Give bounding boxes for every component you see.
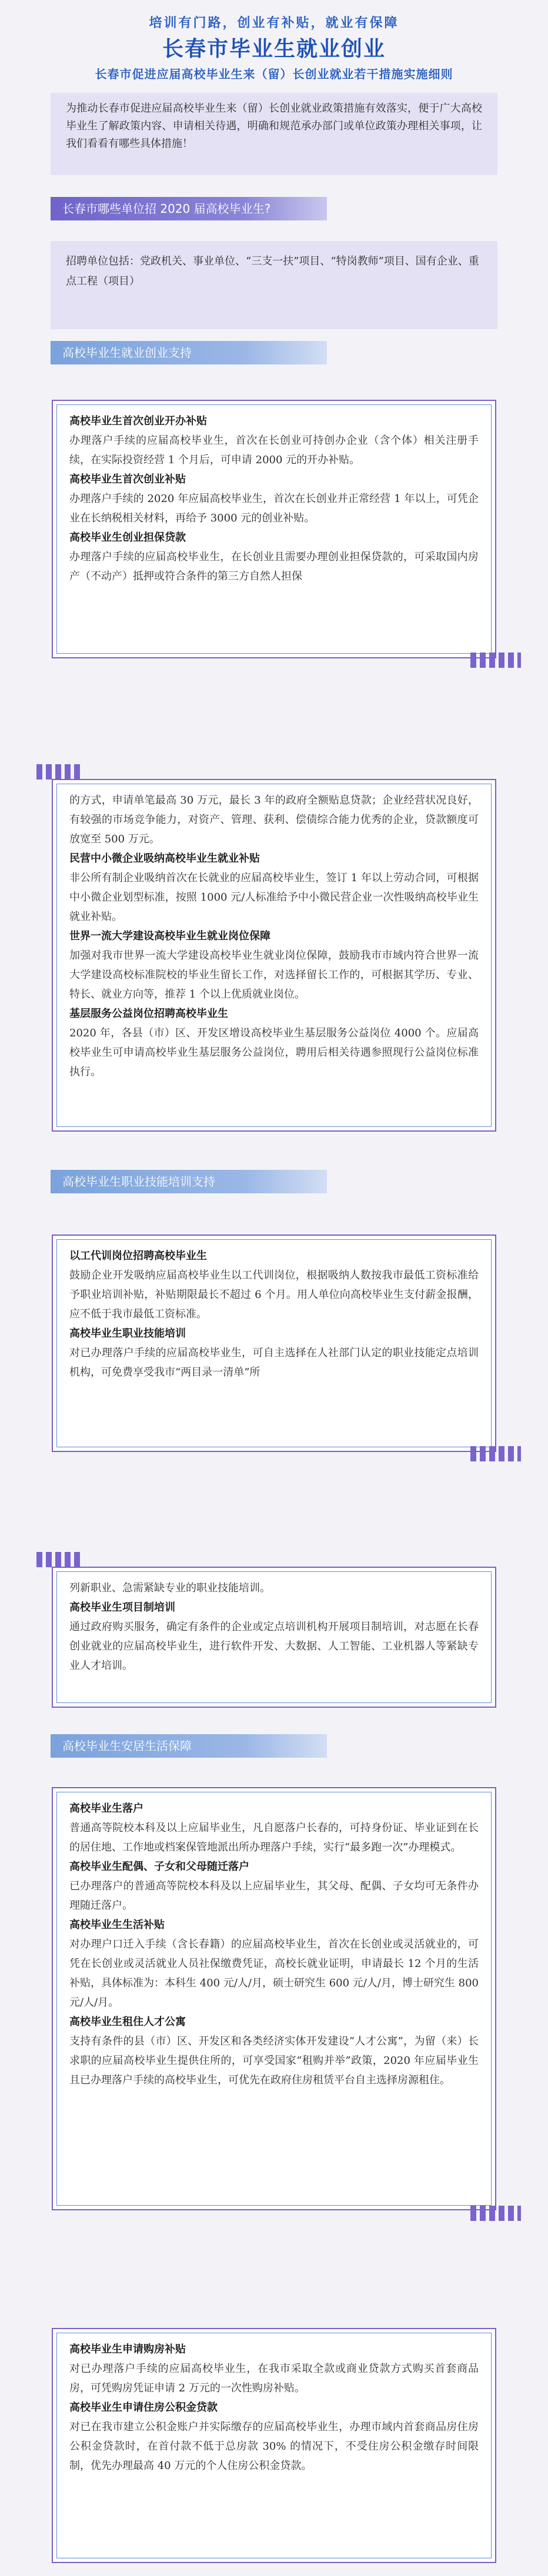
item-heading: 高校毕业生首次创业开办补贴 — [69, 415, 207, 427]
item-text: 办理落户手续的应届高校毕业生，在长创业且需要办理创业担保贷款的，可采取国内房产（不动产）抵押或符合条件的第三方自然人担保 — [69, 551, 479, 583]
page-title: 长春市毕业生就业创业 — [162, 36, 386, 61]
item-heading: 高校毕业生项目制培训 — [69, 1601, 175, 1614]
item-text: 办理落户手续的应届高校毕业生，首次在长创业可持创办企业（含个体）相关注册手续，在实际投资经营 1 个月后，可申请 2000 元的开办补贴。 — [69, 434, 479, 466]
item-text: 已办理落户的普通高等院校本科及以上应届毕业生，其父母、配偶、子女均可无条件办理随迁落户。 — [69, 1880, 479, 1912]
card-body — [53, 1568, 495, 1686]
item-heading: 高校毕业生配偶、子女和父母随迁落户 — [69, 1861, 249, 1873]
item-text: 对已办理落户手续的应届高校毕业生，在我市采取全款或商业贷款方式购买首套商品房，可凭购房凭证申请 2 万元的一次性购房补贴。 — [69, 2363, 479, 2394]
section-bar-recruiting-units — [51, 197, 327, 220]
content-card-housing — [52, 1787, 496, 2210]
item-text: 办理落户手续的 2020 年应届高校毕业生，首次在长创业并正常经营 1 年以上，可凭企业在长纳税相关材料，再给予 3000 元的创业补贴。 — [69, 493, 479, 524]
content-card-training — [52, 1235, 496, 1452]
decorative-stripes — [470, 1446, 521, 1461]
item-text: 鼓励企业开发吸纳应届高校毕业生以工代训岗位，根据吸纳人数按我市最低工资标准给予职业培训补贴，补贴期限最长不超过 6 个月。用人单位向高校毕业生支付薪金报酬，应不低于我市最低工资标准。 — [69, 1269, 479, 1320]
item-heading: 高校毕业生创业担保贷款 — [69, 531, 186, 544]
item-heading: 高校毕业生首次创业补贴 — [69, 473, 186, 486]
section-bar-employment-support — [51, 341, 327, 364]
item-text: 对已在我市建立公积金账户并实际缴存的应届高校毕业生，办理市域内首套商品房住房公积金贷款时，在首付款不低于总房款 30% 的情况下，不受住房公积金缴存时间限制，优先办理最高 40 万元的个人住房公积金贷款。 — [69, 2421, 479, 2472]
item-heading: 民营中小微企业吸纳高校毕业生就业补贴 — [69, 852, 260, 865]
content-card-home-purchase — [52, 2328, 496, 2563]
item-text: 列新职业、急需紧缺专业的职业技能培训。 — [69, 1582, 270, 1594]
section-label: 高校毕业生职业技能培训支持 — [62, 1175, 215, 1189]
item-text: 对办理户口迁入手续（含长春籍）的应届高校毕业生，首次在长创业或灵活就业的，可凭在长创业或灵活就业人员社保缴费凭证，高校长就业证明，申请最长 12 个月的生活补贴，具体标准为：本科生 400 元/人/月，硕士研究生 600 元/人/月，博士研究生 800 元/人/月。 — [69, 1938, 479, 2009]
card-body — [53, 780, 495, 1092]
item-heading: 以工代训岗位招聘高校毕业生 — [69, 1250, 207, 1262]
decorative-stripes — [470, 2206, 521, 2221]
item-text: 非公所有制企业吸纳首次在长就业的应届高校毕业生，签订 1 年以上劳动合同，可根据中小微企业划型标准，按照 1000 元/人标准给予中小微民营企业一次性吸纳高校毕业生就业补贴。 — [69, 872, 479, 923]
item-text: 对已办理落户手续的应届高校毕业生，可自主选择在人社部门认定的职业技能定点培训机构，可免费享受我市“两目录一清单”所 — [69, 1347, 479, 1379]
card-body — [53, 401, 495, 597]
decorative-stripes — [36, 764, 82, 780]
item-heading: 高校毕业生职业技能培训 — [69, 1327, 186, 1340]
card-body — [53, 2329, 495, 2486]
card-body — [53, 1788, 495, 2100]
content-card-employment-subsidies — [52, 779, 496, 1132]
item-heading: 高校毕业生落户 — [69, 1802, 143, 1815]
item-text: 支持有条件的县（市）区、开发区和各类经济实体开发建设“人才公寓”，为留（来）长求职的应届高校毕业生提供住所的，可享受国家“租购并举”政策，2020 年应届毕业生且已办理落户手续的高校毕业生，可优先在政府住房租赁平台自主选择房源租住。 — [69, 2035, 479, 2086]
page-subtitle: 长春市促进应届高校毕业生来（留）长创业就业若干措施实施细则 — [95, 67, 453, 81]
item-heading: 高校毕业生租住人才公寓 — [69, 2016, 186, 2028]
content-card-project-training — [52, 1567, 496, 1708]
decorative-stripes — [470, 653, 521, 668]
section-bar-housing-living — [51, 1734, 327, 1758]
section-label: 高校毕业生安居生活保障 — [62, 1739, 192, 1753]
slogan: 培训有门路，创业有补贴，就业有保障 — [149, 15, 399, 31]
content-card-startup-subsidies — [52, 400, 496, 658]
recruiting-units-box — [51, 241, 497, 329]
item-text: 的方式，申请单笔最高 30 万元，最长 3 年的政府全额贴息贷款；企业经营状况良好，有较强的市场竞争能力，对资产、管理、获利、偿债综合能力优秀的企业，贷款额度可放宽至 500 万元。 — [69, 794, 479, 845]
recruiting-units-text: 招聘单位包括：党政机关、事业单位、“三支一扶”项目、“特岗教师”项目、国有企业、重点工程（项目） — [66, 255, 479, 287]
item-heading: 高校毕业生申请住房公积金贷款 — [69, 2401, 218, 2414]
section-bar-skills-training — [51, 1170, 327, 1193]
section-label: 长春市哪些单位招 2020 届高校毕业生? — [62, 202, 271, 216]
section-label: 高校毕业生就业创业支持 — [62, 346, 192, 360]
item-heading: 高校毕业生生活补贴 — [69, 1919, 165, 1931]
item-text: 2020 年，各县（市）区、开发区增设高校毕业生基层服务公益岗位 4000 个。应届高校毕业生可申请高校毕业生基层服务公益岗位，聘用后相关待遇参照现行公益岗位标准执行。 — [69, 1027, 479, 1078]
item-heading: 高校毕业生申请购房补贴 — [69, 2343, 186, 2356]
item-text: 加强对我市世界一流大学建设高校毕业生就业岗位保障，鼓励我市市域内符合世界一流大学建设高校标准院校的毕业生留长工作，对选择留长工作的，可根据其学历、专业、特长、就业方向等，推荐 1 个以上优质就业岗位。 — [69, 949, 479, 1001]
card-body — [53, 1236, 495, 1393]
item-text: 普通高等院校本科及以上应届毕业生，凡自愿落户长春的，可持身份证、毕业证到在长的居住地、工作地或档案保管地派出所办理落户手续，实行“最多跑一次”办理模式。 — [69, 1822, 479, 1854]
intro-text: 为推动长春市促进应届高校毕业生来（留）长创业就业政策措施有效落实，便于广大高校毕业生了解政策内容、申请相关待遇，明确和规范承办部门或单位政策办理相关事项，让我们看看有哪些具体措施！ — [66, 102, 482, 150]
item-text: 通过政府购买服务，确定有条件的企业或定点培训机构开展项目制培训，对志愿在长春创业就业的应届高校毕业生，进行软件开发、大数据、人工智能、工业机器人等紧缺专业人才培训。 — [69, 1621, 479, 1672]
decorative-stripes — [36, 1552, 82, 1567]
item-heading: 世界一流大学建设高校毕业生就业岗位保障 — [69, 930, 270, 942]
intro-box — [51, 93, 497, 175]
item-heading: 基层服务公益岗位招聘高校毕业生 — [69, 1008, 228, 1020]
